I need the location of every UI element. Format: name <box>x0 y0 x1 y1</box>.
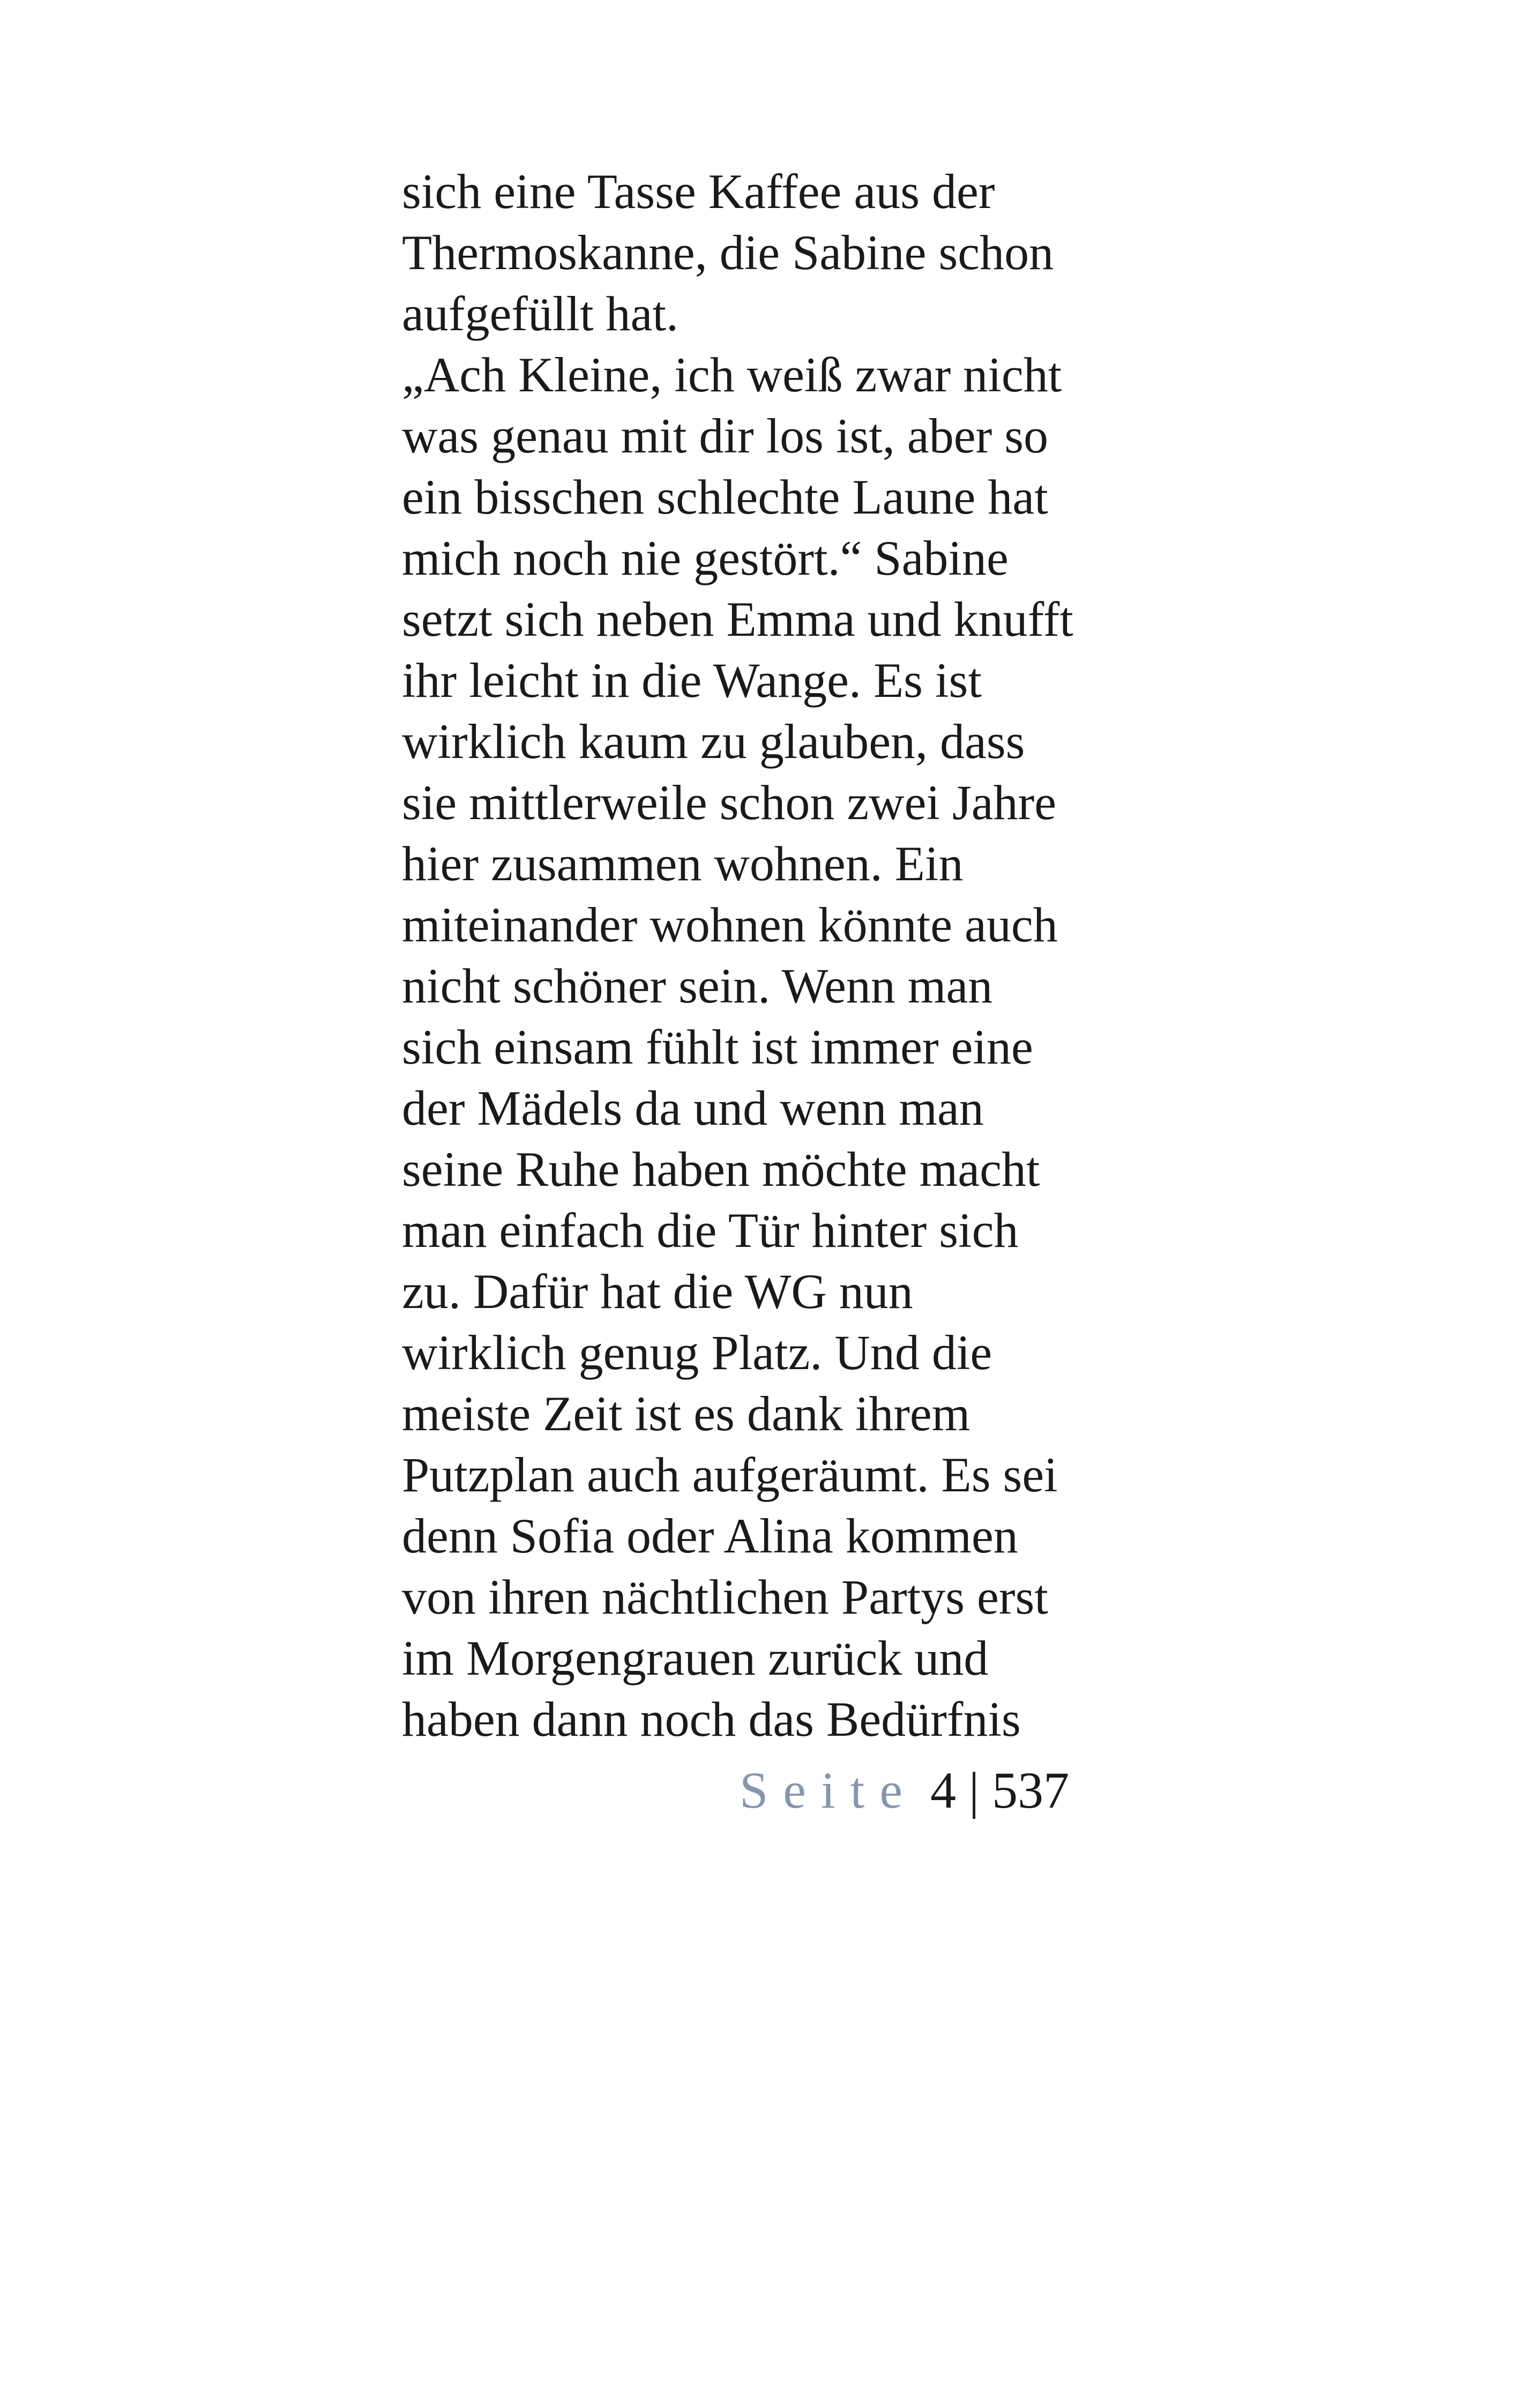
text-line: miteinander wohnen könnte auch <box>402 897 1058 952</box>
text-line: sich eine Tasse Kaffee aus der <box>402 164 995 219</box>
text-line: der Mädels da und wenn man <box>402 1081 984 1135</box>
text-line: Putzplan auch aufgeräumt. Es sei <box>402 1447 1058 1502</box>
body-text <box>402 161 1163 1750</box>
text-line: was genau mit dir los ist, aber so <box>402 408 1049 463</box>
text-line: haben dann noch das Bedürfnis <box>402 1692 1021 1746</box>
page-label: Seite <box>740 1762 917 1819</box>
page-footer <box>740 1758 1069 1823</box>
text-line: meiste Zeit ist es dank ihrem <box>402 1386 970 1441</box>
text-line: denn Sofia oder Alina kommen <box>402 1508 1018 1563</box>
text-line: mich noch nie gestört.“ Sabine <box>402 531 1009 585</box>
text-line: im Morgengrauen zurück und <box>402 1631 989 1685</box>
text-line: hier zusammen wohnen. Ein <box>402 836 964 891</box>
text-line: man einfach die Tür hinter sich <box>402 1203 1019 1258</box>
text-line: ein bisschen schlechte Laune hat <box>402 470 1048 524</box>
text-line: setzt sich neben Emma und knufft <box>402 592 1073 646</box>
text-line: aufgefüllt hat. <box>402 286 679 341</box>
text-line: sich einsam fühlt ist immer eine <box>402 1020 1033 1074</box>
text-line: wirklich genug Platz. Und die <box>402 1325 992 1380</box>
text-line: „Ach Kleine, ich weiß zwar nicht <box>402 347 1062 402</box>
text-line: ihr leicht in die Wange. Es ist <box>402 653 982 708</box>
text-line: wirklich kaum zu glauben, dass <box>402 714 1025 769</box>
text-line: seine Ruhe haben möchte macht <box>402 1142 1040 1196</box>
text-line: zu. Dafür hat die WG nun <box>402 1264 913 1319</box>
text-line: Thermoskanne, die Sabine schon <box>402 225 1054 280</box>
text-line: sie mittlerweile schon zwei Jahre <box>402 775 1057 830</box>
text-line: von ihren nächtlichen Partys erst <box>402 1570 1048 1624</box>
text-line: nicht schöner sein. Wenn man <box>402 958 993 1013</box>
page-number: 4 | 537 <box>930 1762 1070 1819</box>
